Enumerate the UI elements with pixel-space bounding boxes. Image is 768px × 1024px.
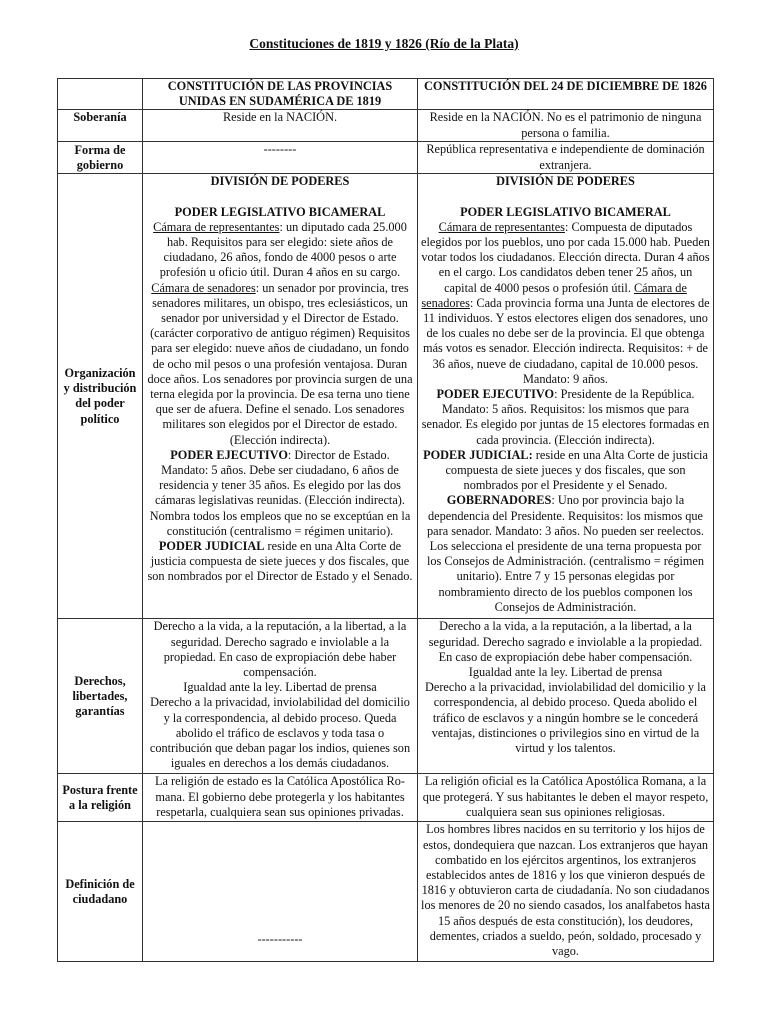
cell-forma-1826: República representativa e independiente de dominación extranjera.	[418, 142, 714, 174]
row-label-soberania: Soberanía	[58, 110, 143, 142]
header-1826: CONSTITUCIÓN DEL 24 DE DICIEMBRE DE 1826	[418, 79, 714, 110]
senadores-label-1819: Cámara de senadores	[151, 280, 256, 295]
cell-ciudadano-1819: -----------	[143, 822, 418, 962]
derechos-1826-p3: Derecho a la privacidad, inviolabilidad del domicilio y la correspondencia, al debido proceso. Queda abolido el tráfico de esclavos y a ningún hombre se le concederá ventajas, distinciones o privilegios sino en virtud de la virtud y los talentos.	[424, 680, 707, 756]
derechos-1819-p1: Derecho a la vida, a la reputación, a la libertad, a la seguridad. Derecho sagrado e inviolable a la propiedad. En caso de expropiación debe haber compensación.	[153, 619, 407, 680]
senadores-text-1826: : Cada provincia forma una Junta de electores de 11 individuos. Y estos electores eligen dos senadores, uno de los cuales no debe ser de la provincia. El que obtenga más votos es senador. Elección indirecta. Requisitos: + de 36 años, nueve de ciudadano, capital de 10.000 pesos. Mandato: 9 años.	[423, 295, 710, 386]
derechos-1819-p2: Igualdad ante la ley. Libertad de prensa	[183, 680, 377, 695]
ejecutivo-label-1819: PODER EJECUTIVO	[170, 447, 288, 462]
cell-soberania-1826: Reside en la NACIÓN. No es el patrimonio de ninguna persona o familia.	[418, 110, 714, 142]
derechos-1826-p1: Derecho a la vida, a la reputación, a la libertad, a la seguridad. Derecho sagrado e inviolable a la propiedad. En caso de expropiación debe haber compensación.	[428, 619, 703, 664]
legislativo-title-1826: PODER LEGISLATIVO BICAMERAL	[460, 204, 671, 219]
comparison-table	[57, 78, 714, 962]
row-religion	[58, 774, 714, 822]
header-empty-cell	[58, 79, 143, 110]
judicial-1826	[421, 448, 710, 494]
cell-religion-1826: La religión oficial es la Católica Apostólica Romana, a la que protegerá. Y sus habitantes le deben el mayor respeto, cualquiera sean sus opiniones religiosas.	[418, 774, 714, 822]
cell-derechos-1819	[143, 619, 418, 774]
ejecutivo-label-1826: PODER EJECUTIVO	[436, 387, 555, 402]
judicial-text-1826: reside en una Alta Corte de justicia compuesta de siete jueces y dos fiscales, que son nombrados por el Presidente y el Senado.	[445, 447, 708, 493]
derechos-1826-p2: Igualdad ante la ley. Libertad de prensa	[468, 665, 663, 680]
derechos-1819-p3: Derecho a la privacidad, inviolabilidad del domicilio y la correspondencia, al debido proceso. Queda abolido el tráfico de esclavos y toda tasa o contribución que deban pagar los indios, quienes son iguales en derechos a los demás ciudadanos.	[149, 695, 411, 771]
representantes-1826	[421, 220, 710, 387]
division-poderes-1819: DIVISIÓN DE PODERES	[210, 174, 350, 189]
ejecutivo-text-1826: : Presidente de la República. Mandato: 5 años. Requisitos: los mismos que para senador. Es elegido por juntas de 15 electores formadas en cada provincia. (Elección indirecta).	[421, 387, 710, 447]
ejecutivo-1826	[421, 387, 710, 448]
header-1819: CONSTITUCIÓN DE LAS PROVINCIAS UNIDAS EN SUDAMÉRICA DE 1819	[143, 79, 418, 110]
row-label-ciudadano: Definición de ciudadano	[58, 822, 143, 962]
cell-derechos-1826	[418, 619, 714, 774]
representantes-text-1819: : un diputado cada 25.000 hab. Requisitos para ser elegido: siete años de ciudadano, 26 años, fondo de 4000 pesos o arte profesión u oficio útil. Duran 4 años en su cargo.	[159, 219, 407, 280]
table-header-row	[58, 79, 714, 110]
cell-soberania-1819: Reside en la NACIÓN.	[143, 110, 418, 142]
ejecutivo-text-1819: : Director de Estado. Mandato: 5 años. Debe ser ciudadano, 6 años de residencia y tener 35 años. Es elegido por las dos cámaras legislativas reunidas. (Elección indirecta). Nombra todos los empleos que no se exceptúan en la constitución (centralismo = régimen unitario).	[149, 447, 411, 538]
document-title: Constituciones de 1819 y 1826 (Río de la Plata)	[249, 36, 519, 51]
cell-religion-1819: La religión de estado es la Católica Apostólica Ro-mana. El gobierno debe protegerla y los habitantes respetarla, cualquiera sean sus opiniones privadas.	[143, 774, 418, 822]
cell-organizacion-1826	[418, 174, 714, 619]
row-label-organizacion: Organización y distribución del poder político	[58, 174, 143, 619]
row-soberania	[58, 110, 714, 142]
representantes-label-1826: Cámara de representantes	[438, 219, 565, 234]
division-poderes-1826: DIVISIÓN DE PODERES	[496, 174, 635, 189]
gobernadores-text-1826: : Uno por provincia bajo la dependencia del Presidente. Requisitos: los mismos que para senador. Mandato: 3 años. No pueden ser reelectos. Los selecciona el presidente de una terna propuesta por los Consejos de Administración. (centralismo = régimen unitario). Entre 7 y 15 personas elegidas por nombramiento directo de los pueblos componen los Consejos de Administración.	[426, 493, 705, 614]
representantes-text-1826: : Compuesta de diputados elegidos por los pueblos, uno por cada 15.000 hab. Pueden votar todos los ciudadanos. Elección directa. Duran 4 años en el cargo. Los candidatos deben tener 25 años, un capital de 4000 pesos o profesión útil.	[421, 219, 710, 295]
gobernadores-1826	[421, 493, 710, 615]
row-label-derechos: Derechos, libertades, garantías	[58, 619, 143, 774]
senadores-label-1826: Cámara de senadores	[421, 280, 687, 310]
cell-forma-1819: --------	[143, 142, 418, 174]
row-label-religion: Postura frente a la religión	[58, 774, 143, 822]
judicial-label-1826: PODER JUDICIAL:	[423, 447, 533, 462]
representantes-1819	[146, 220, 414, 448]
cell-organizacion-1819	[143, 174, 418, 619]
row-forma-gobierno	[58, 142, 714, 174]
row-derechos	[58, 619, 714, 774]
senadores-text-1819: : un senador por provincia, tres senadores militares, un obispo, tres eclesiásticos, un senador por universidad y el Director de Estado. (carácter corporativo de antiguo régimen) Requisitos para ser elegido: nueve años de ciudadano, un fondo de ocho mil pesos o una profesión ventajosa. Duran doce años. Los senadores por provincia surgen de una terna elegida por la provincia. De esa terna uno tiene que ser de afuera. Define el senado. Los senadores militares son elegidos por el Director de estado. (Elección indirecta).	[147, 280, 413, 447]
judicial-label-1819: PODER JUDICIAL	[158, 539, 265, 554]
judicial-1819	[146, 539, 414, 585]
row-organizacion	[58, 174, 714, 619]
gobernadores-label-1826: GOBERNADORES	[446, 493, 552, 508]
judicial-text-1819: reside en una Alta Corte de justicia compuesta de siete jueces y dos fiscales, que son nombrados por el Director de Estado y el Senado.	[147, 539, 413, 584]
ejecutivo-1819	[146, 448, 414, 539]
cell-ciudadano-1826: Los hombres libres nacidos en su territorio y los hijos de estos, dondequiera que nazcan. Los extranjeros que hayan combatido en los ejércitos argentinos, los extranjeros establecidos antes de 1816 y los que vinieron después de 1816 y obtuvieron carta de ciudadanía. No son ciudadanos los menores de 20 no siendo casados, los analfabetos hasta 15 años después de esta constitución), los deudores, dementes, criados a sueldo, peón, soldado, procesado y vago.	[418, 822, 714, 962]
row-label-forma-gobierno: Forma de gobierno	[58, 142, 143, 174]
legislativo-title-1819: PODER LEGISLATIVO BICAMERAL	[174, 204, 386, 219]
representantes-label-1819: Cámara de representantes	[153, 219, 280, 234]
row-ciudadano	[58, 822, 714, 962]
